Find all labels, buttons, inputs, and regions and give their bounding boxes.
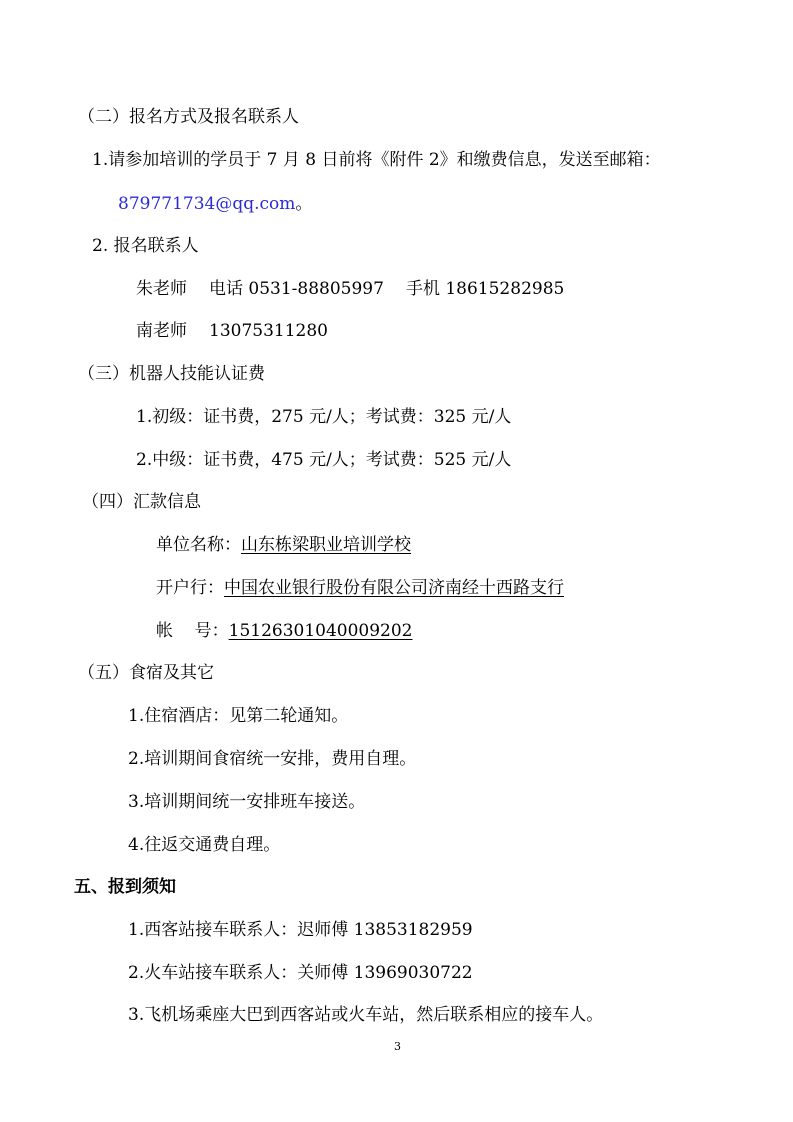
lodging-item-4: 4.往返交通费自理。 <box>128 835 281 855</box>
section-heading-report: 五、报到须知 <box>74 877 176 897</box>
remit-unit-label: 单位名称： <box>156 535 241 555</box>
report-item-2: 2.火车站接车联系人：关师傅 13969030722 <box>128 963 473 983</box>
report-item-1: 1.西客站接车联系人：迟师傅 13853182959 <box>128 920 473 940</box>
lodging-item-1: 1.住宿酒店：见第二轮通知。 <box>128 706 349 726</box>
lodging-item-2: 2.培训期间食宿统一安排，费用自理。 <box>128 749 417 769</box>
fee-item-1: 1.初级：证书费，275 元/人；考试费：325 元/人 <box>136 407 512 427</box>
signup-item-1: 1.请参加培训的学员于 7 月 8 日前将《附件 2》和缴费信息，发送至邮箱： <box>92 150 661 170</box>
report-item-3: 3.飞机场乘座大巴到西客站或火车站，然后联系相应的接车人。 <box>128 1005 604 1025</box>
contact1-phone: 电话 0531-88805997 <box>209 279 384 299</box>
signup-email-link[interactable]: 879771734@qq.com <box>118 194 296 214</box>
remit-bank-label: 开户行： <box>156 578 224 598</box>
contact1-mobile: 手机 18615282985 <box>405 279 565 299</box>
section-heading-fee: （三）机器人技能认证费 <box>78 364 265 384</box>
section-heading-lodging: （五）食宿及其它 <box>78 663 214 683</box>
contact-row-2 <box>136 320 328 342</box>
remit-account-row <box>156 620 413 642</box>
remit-account-label: 帐 号： <box>156 621 229 641</box>
lodging-item-3: 3.培训期间统一安排班车接送。 <box>128 792 366 812</box>
remit-unit-value: 山东栋梁职业培训学校 <box>241 535 411 555</box>
remit-bank-value: 中国农业银行股份有限公司济南经十西路支行 <box>224 578 564 598</box>
section-heading-remit: （四）汇款信息 <box>82 492 201 512</box>
contact1-name: 朱老师 <box>136 279 187 299</box>
remit-account-value: 15126301040009202 <box>228 621 413 641</box>
signup-item-2: 2. 报名联系人 <box>92 236 199 256</box>
section-heading-signup: （二）报名方式及报名联系人 <box>78 107 299 127</box>
signup-email-period: 。 <box>295 194 313 214</box>
contact-row-1 <box>136 278 564 300</box>
remit-unit-row <box>156 534 411 556</box>
contact2-mobile: 13075311280 <box>209 321 328 341</box>
signup-email-line <box>118 193 312 215</box>
contact2-name: 南老师 <box>136 321 187 341</box>
remit-bank-row <box>156 577 564 599</box>
fee-item-2: 2.中级：证书费，475 元/人；考试费：525 元/人 <box>136 450 512 470</box>
page-number: 3 <box>394 1040 401 1053</box>
